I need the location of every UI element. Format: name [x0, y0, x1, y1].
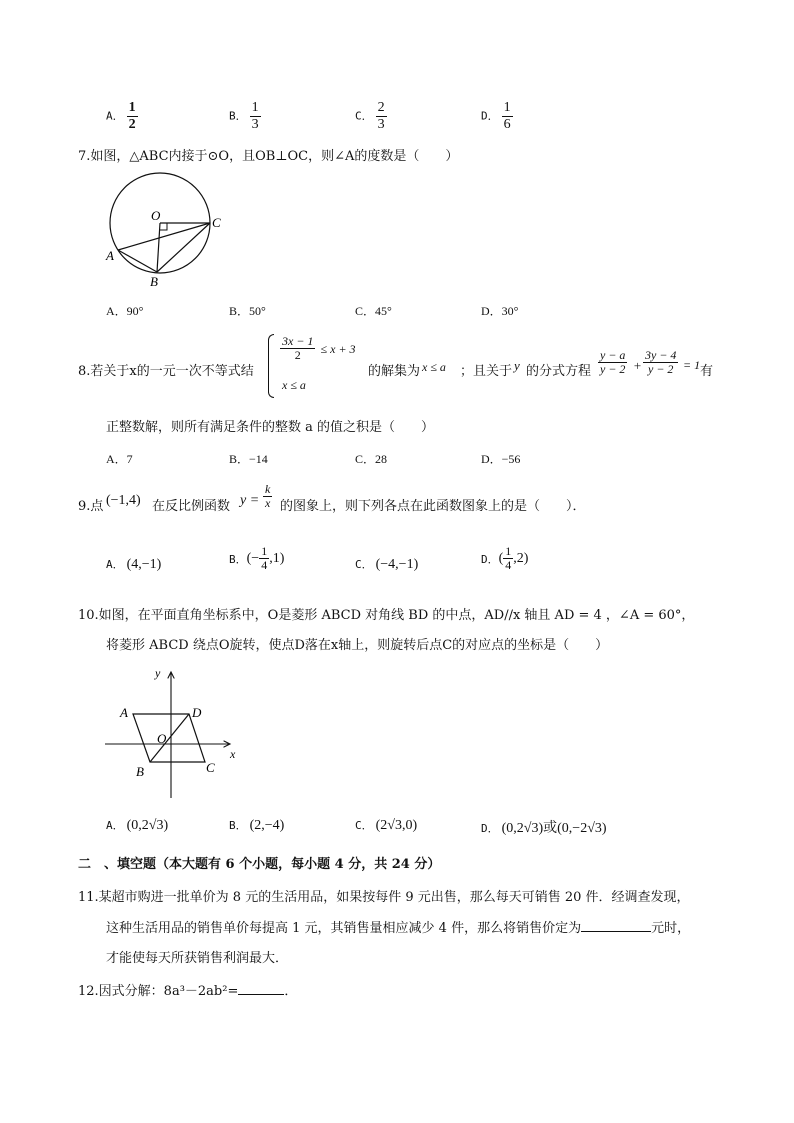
denominator: 4	[505, 558, 512, 572]
option-label: D．	[481, 109, 499, 123]
denominator: 3	[251, 117, 259, 132]
option-value: (2,−4)	[249, 818, 285, 833]
q11-line2-end: 元时，	[651, 921, 691, 936]
segment-ab	[118, 250, 157, 272]
label-o: O	[151, 208, 161, 223]
label-b: B	[136, 764, 144, 779]
fraction	[598, 349, 627, 376]
section-title: 二 、填空题（本大题有 6 个小题，每小题 4 分，共 24 分）	[78, 857, 441, 872]
label-o: O	[157, 731, 167, 746]
q8-mid1: 的解集为	[368, 364, 421, 379]
right-angle-mark	[160, 223, 167, 230]
q10-line1: 10.如图，在平面直角坐标系中，O是菱形 ABCD 对角线 BD 的中点，AD//x 轴且 AD = 4 ，∠A = 60°，	[78, 608, 695, 623]
answer-blank[interactable]	[581, 931, 651, 932]
option-value: (0,2√3)	[126, 818, 169, 833]
option-label: B．	[229, 819, 247, 832]
q11-line2-text: 这种生活用品的销售单价每提高 1 元，其销售量相应减少 4 件，那么将销售价定为	[106, 921, 582, 936]
option-prefix: (	[498, 550, 504, 566]
option-label: C．	[355, 558, 373, 571]
q8-mid3: 的分式方程	[526, 364, 592, 379]
q9-func-lhs: y =	[240, 493, 260, 508]
option-label: A．	[106, 819, 124, 832]
q8-var: y	[514, 358, 520, 373]
numerator: 1	[503, 100, 511, 115]
denominator: x	[265, 496, 271, 510]
fraction	[127, 100, 138, 133]
q8-mid2: ；且关于	[460, 364, 513, 379]
q9-option-a[interactable]	[106, 556, 161, 573]
denominator: 6	[503, 117, 511, 132]
q11-line1: 11.某超市购进一批单价为 8 元的生活用品，如果按每件 9 元出售，那么每天可销售 20 件．经调查发现，	[78, 890, 690, 905]
denominator: 2	[294, 348, 301, 362]
option-label: C．	[355, 109, 373, 123]
q7-stem: 7.如图，△ABC内接于⊙O，且OB⊥OC，则∠A的度数是（ ）	[78, 149, 459, 164]
q8-eq: = 1	[683, 358, 701, 372]
q9-func-fraction	[263, 483, 272, 510]
numerator: k	[265, 482, 271, 496]
denominator: 2	[128, 117, 136, 132]
q8-plus: +	[633, 358, 642, 373]
label-y: y	[155, 666, 161, 680]
q8-prefix: 8.若关于x的一元一次不等式结	[78, 364, 254, 379]
q8-suffix: 有	[700, 364, 714, 379]
denominator: y − 2	[648, 362, 674, 376]
q7-option-b[interactable]: B．50°	[229, 304, 266, 318]
q9-mid: 在反比例函数	[152, 499, 231, 514]
q7-option-a[interactable]: A．90°	[106, 304, 144, 318]
numerator: y − a	[600, 348, 626, 362]
label-b: B	[150, 274, 158, 289]
q8-fraction2	[643, 349, 678, 376]
option-prefix: (−	[246, 550, 260, 566]
segment-ob	[157, 223, 160, 272]
option-value: (4,−1)	[126, 557, 162, 572]
denominator: 3	[377, 117, 385, 132]
q9-option-d[interactable]	[481, 545, 528, 572]
q11-line2	[106, 917, 690, 936]
answer-blank[interactable]	[238, 994, 284, 995]
q9-option-c[interactable]	[355, 556, 418, 573]
numerator: 1	[251, 100, 259, 115]
q6-option-b[interactable]	[229, 100, 261, 133]
option-label: C．	[355, 819, 373, 832]
q8-option-d[interactable]: D．−56	[481, 452, 521, 466]
option-value: (0,2√3)或(0,−2√3)	[501, 821, 607, 836]
option-label: D．	[481, 552, 499, 566]
q6-option-a[interactable]	[106, 100, 138, 133]
q10-line2: 将菱形 ABCD 绕点O旋转，使点D落在x轴上，则旋转后点C的对应点的坐标是（ ）	[106, 638, 609, 653]
q8-line2: 正整数解，则所有满足条件的整数 a 的值之积是（ ）	[106, 420, 435, 435]
q9-point: (−1,4)	[106, 493, 141, 508]
numerator: 1	[128, 100, 136, 115]
option-value: (2√3,0)	[375, 818, 418, 833]
q9-prefix: 9.点	[78, 499, 104, 514]
numerator: 1	[261, 544, 268, 558]
numerator: 3y − 4	[645, 348, 677, 362]
label-c: C	[212, 215, 221, 230]
q8-option-b[interactable]: B．−14	[229, 452, 268, 466]
diagonal-bd	[150, 714, 189, 762]
q10-option-a[interactable]	[106, 817, 168, 834]
q8-cond: x ≤ a	[422, 360, 446, 374]
q10-option-b[interactable]	[229, 817, 284, 834]
q10-option-d[interactable]	[481, 817, 607, 837]
fraction	[502, 100, 513, 133]
fraction	[376, 100, 387, 133]
option-value: (−4,−1)	[375, 557, 419, 572]
numerator: 1	[505, 544, 512, 558]
label-a: A	[106, 248, 114, 263]
q9-option-b[interactable]	[229, 545, 284, 572]
denominator: y − 2	[600, 362, 626, 376]
option-label: A．	[106, 109, 124, 123]
fraction	[643, 349, 678, 376]
q7-option-c[interactable]: C．45°	[355, 304, 392, 318]
q7-option-d[interactable]: D．30°	[481, 304, 519, 318]
ineq1-rhs: ≤ x + 3	[320, 342, 356, 356]
option-value: ,2)	[513, 550, 529, 566]
q8-ineq1	[280, 335, 356, 362]
q11-line3: 才能使每天所获销售利润最大．	[106, 951, 289, 966]
q8-option-a[interactable]: A．7	[106, 452, 133, 466]
q10-rhombus-figure	[100, 662, 250, 802]
option-label: A．	[106, 558, 124, 571]
q10-option-c[interactable]	[355, 817, 417, 834]
fraction	[250, 100, 261, 133]
fraction	[280, 335, 315, 362]
fraction	[259, 545, 269, 572]
q8-option-c[interactable]: C．28	[355, 452, 388, 466]
fraction	[503, 545, 513, 572]
label-c: C	[206, 760, 215, 775]
q8-fraction1	[598, 349, 627, 376]
numerator: 3x − 1	[282, 334, 314, 348]
fraction	[263, 483, 272, 510]
system-brace	[268, 334, 274, 398]
q6-option-d[interactable]	[481, 100, 513, 133]
q7-circle-figure	[100, 170, 240, 295]
q9-suffix: 的图象上，则下列各点在此函数图象上的是（ ）．	[280, 499, 586, 514]
q12-text: 12.因式分解：8a³－2ab²=	[78, 984, 239, 999]
q6-option-c[interactable]	[355, 100, 387, 133]
label-x: x	[230, 747, 236, 761]
option-label: B．	[229, 109, 247, 123]
q12-line	[78, 980, 297, 999]
q12-end: ．	[284, 984, 298, 999]
option-label: D．	[481, 822, 499, 835]
q8-ineq2: x ≤ a	[282, 378, 306, 392]
label-a: A	[120, 705, 128, 720]
option-value: ,1)	[269, 550, 285, 566]
numerator: 2	[377, 100, 385, 115]
label-d: D	[192, 705, 202, 720]
option-label: B．	[229, 552, 247, 566]
denominator: 4	[261, 558, 268, 572]
